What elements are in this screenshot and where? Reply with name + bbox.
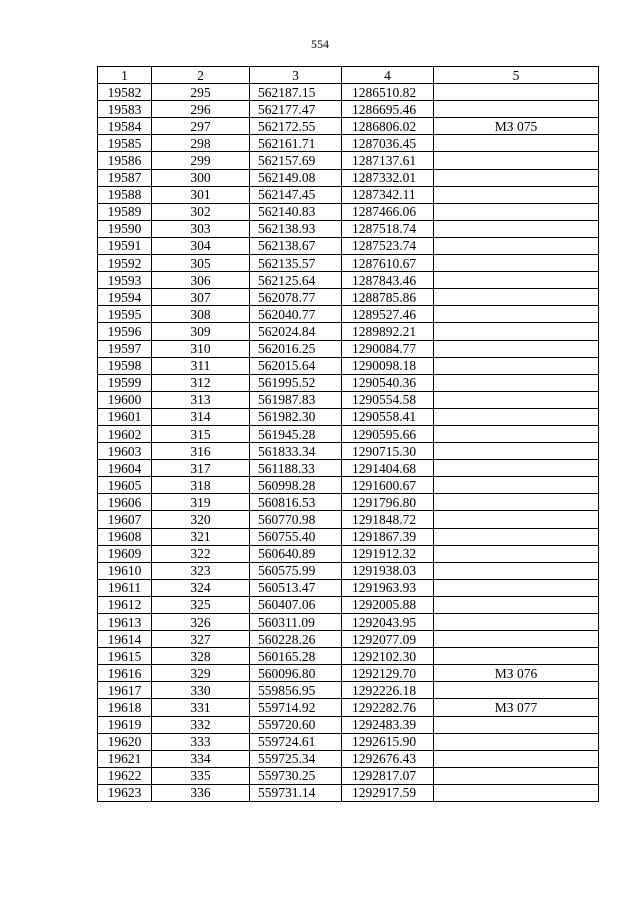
- marker-cell: [434, 323, 599, 340]
- point-number-cell: 329: [152, 665, 250, 682]
- table-row: [98, 494, 599, 511]
- row-number-cell: 19621: [98, 750, 152, 767]
- y-coordinate-cell: 1292676.43: [342, 750, 434, 767]
- y-coordinate-cell: 1292917.59: [342, 784, 434, 801]
- row-number-cell: 19614: [98, 631, 152, 648]
- row-number-cell: 19592: [98, 255, 152, 272]
- y-coordinate-cell: 1291912.32: [342, 545, 434, 562]
- table-row: [98, 323, 599, 340]
- table-row: [98, 118, 599, 135]
- x-coordinate-cell: 562016.25: [250, 340, 342, 357]
- y-coordinate-cell: 1287843.46: [342, 272, 434, 289]
- x-coordinate-cell: 562157.69: [250, 152, 342, 169]
- x-coordinate-cell: 562187.15: [250, 84, 342, 101]
- row-number-cell: 19588: [98, 186, 152, 203]
- table-row: [98, 545, 599, 562]
- point-number-cell: 323: [152, 562, 250, 579]
- row-number-cell: 19617: [98, 682, 152, 699]
- marker-cell: [434, 203, 599, 220]
- point-number-cell: 318: [152, 477, 250, 494]
- row-number-cell: 19598: [98, 357, 152, 374]
- marker-cell: [434, 340, 599, 357]
- row-number-cell: 19620: [98, 733, 152, 750]
- x-coordinate-cell: 560096.80: [250, 665, 342, 682]
- row-number-cell: 19585: [98, 135, 152, 152]
- y-coordinate-cell: 1290084.77: [342, 340, 434, 357]
- marker-cell: [434, 135, 599, 152]
- marker-cell: [434, 562, 599, 579]
- table-row: [98, 562, 599, 579]
- x-coordinate-cell: 559731.14: [250, 784, 342, 801]
- marker-cell: [434, 237, 599, 254]
- marker-cell: [434, 220, 599, 237]
- x-coordinate-cell: 562040.77: [250, 306, 342, 323]
- table-row: [98, 289, 599, 306]
- point-number-cell: 296: [152, 101, 250, 118]
- y-coordinate-cell: 1292102.30: [342, 648, 434, 665]
- y-coordinate-cell: 1291963.93: [342, 579, 434, 596]
- x-coordinate-cell: 562138.67: [250, 237, 342, 254]
- marker-cell: [434, 631, 599, 648]
- row-number-cell: 19583: [98, 101, 152, 118]
- y-coordinate-cell: 1290595.66: [342, 425, 434, 442]
- table-row: [98, 579, 599, 596]
- y-coordinate-cell: 1292005.88: [342, 596, 434, 613]
- marker-cell: [434, 682, 599, 699]
- point-number-cell: 314: [152, 408, 250, 425]
- x-coordinate-cell: 559714.92: [250, 699, 342, 716]
- header-col-5: 5: [434, 67, 599, 84]
- x-coordinate-cell: 562078.77: [250, 289, 342, 306]
- row-number-cell: 19605: [98, 477, 152, 494]
- y-coordinate-cell: 1290098.18: [342, 357, 434, 374]
- x-coordinate-cell: 559720.60: [250, 716, 342, 733]
- row-number-cell: 19613: [98, 614, 152, 631]
- y-coordinate-cell: 1287137.61: [342, 152, 434, 169]
- row-number-cell: 19596: [98, 323, 152, 340]
- header-col-3: 3: [250, 67, 342, 84]
- table-row: [98, 665, 599, 682]
- y-coordinate-cell: 1287610.67: [342, 255, 434, 272]
- point-number-cell: 304: [152, 237, 250, 254]
- row-number-cell: 19594: [98, 289, 152, 306]
- row-number-cell: 19622: [98, 767, 152, 784]
- point-number-cell: 324: [152, 579, 250, 596]
- y-coordinate-cell: 1287036.45: [342, 135, 434, 152]
- marker-cell: [434, 443, 599, 460]
- table-row: [98, 391, 599, 408]
- row-number-cell: 19593: [98, 272, 152, 289]
- table-row: [98, 682, 599, 699]
- marker-cell: [434, 648, 599, 665]
- page-number: 554: [311, 37, 329, 51]
- y-coordinate-cell: 1287518.74: [342, 220, 434, 237]
- marker-cell: [434, 101, 599, 118]
- point-number-cell: 301: [152, 186, 250, 203]
- x-coordinate-cell: 560513.47: [250, 579, 342, 596]
- y-coordinate-cell: 1287523.74: [342, 237, 434, 254]
- row-number-cell: 19616: [98, 665, 152, 682]
- row-number-cell: 19597: [98, 340, 152, 357]
- y-coordinate-cell: 1287466.06: [342, 203, 434, 220]
- point-number-cell: 305: [152, 255, 250, 272]
- x-coordinate-cell: 559730.25: [250, 767, 342, 784]
- point-number-cell: 327: [152, 631, 250, 648]
- table-row: [98, 357, 599, 374]
- table-row: [98, 460, 599, 477]
- table-row: [98, 306, 599, 323]
- coordinates-table: [97, 66, 599, 802]
- x-coordinate-cell: 561995.52: [250, 374, 342, 391]
- point-number-cell: 315: [152, 425, 250, 442]
- marker-cell: [434, 460, 599, 477]
- header-col-4: 4: [342, 67, 434, 84]
- marker-cell: [434, 614, 599, 631]
- x-coordinate-cell: 560770.98: [250, 511, 342, 528]
- x-coordinate-cell: 559725.34: [250, 750, 342, 767]
- row-number-cell: 19601: [98, 408, 152, 425]
- row-number-cell: 19600: [98, 391, 152, 408]
- point-number-cell: 316: [152, 443, 250, 460]
- x-coordinate-cell: 562149.08: [250, 169, 342, 186]
- table-row: [98, 477, 599, 494]
- row-number-cell: 19608: [98, 528, 152, 545]
- row-number-cell: 19607: [98, 511, 152, 528]
- marker-cell: [434, 289, 599, 306]
- y-coordinate-cell: 1287332.01: [342, 169, 434, 186]
- table-row: [98, 152, 599, 169]
- point-number-cell: 328: [152, 648, 250, 665]
- x-coordinate-cell: 560755.40: [250, 528, 342, 545]
- y-coordinate-cell: 1289892.21: [342, 323, 434, 340]
- marker-cell: МЗ 076: [434, 665, 599, 682]
- y-coordinate-cell: 1286510.82: [342, 84, 434, 101]
- y-coordinate-cell: 1291938.03: [342, 562, 434, 579]
- y-coordinate-cell: 1286695.46: [342, 101, 434, 118]
- table-row: [98, 169, 599, 186]
- point-number-cell: 299: [152, 152, 250, 169]
- point-number-cell: 308: [152, 306, 250, 323]
- point-number-cell: 320: [152, 511, 250, 528]
- x-coordinate-cell: 562172.55: [250, 118, 342, 135]
- y-coordinate-cell: 1292043.95: [342, 614, 434, 631]
- point-number-cell: 303: [152, 220, 250, 237]
- marker-cell: МЗ 075: [434, 118, 599, 135]
- table-row: [98, 186, 599, 203]
- table-row: [98, 135, 599, 152]
- x-coordinate-cell: 561945.28: [250, 425, 342, 442]
- table-row: [98, 220, 599, 237]
- row-number-cell: 19591: [98, 237, 152, 254]
- point-number-cell: 325: [152, 596, 250, 613]
- marker-cell: [434, 152, 599, 169]
- marker-cell: МЗ 077: [434, 699, 599, 716]
- row-number-cell: 19602: [98, 425, 152, 442]
- table-row: [98, 255, 599, 272]
- point-number-cell: 295: [152, 84, 250, 101]
- row-number-cell: 19606: [98, 494, 152, 511]
- marker-cell: [434, 784, 599, 801]
- marker-cell: [434, 494, 599, 511]
- x-coordinate-cell: 559724.61: [250, 733, 342, 750]
- point-number-cell: 310: [152, 340, 250, 357]
- point-number-cell: 330: [152, 682, 250, 699]
- y-coordinate-cell: 1292483.39: [342, 716, 434, 733]
- y-coordinate-cell: 1292129.70: [342, 665, 434, 682]
- y-coordinate-cell: 1292226.18: [342, 682, 434, 699]
- table-row: [98, 511, 599, 528]
- marker-cell: [434, 408, 599, 425]
- header-col-1: 1: [98, 67, 152, 84]
- point-number-cell: 335: [152, 767, 250, 784]
- table-row: [98, 374, 599, 391]
- point-number-cell: 326: [152, 614, 250, 631]
- y-coordinate-cell: 1292282.76: [342, 699, 434, 716]
- marker-cell: [434, 169, 599, 186]
- point-number-cell: 306: [152, 272, 250, 289]
- point-number-cell: 336: [152, 784, 250, 801]
- table-row: [98, 272, 599, 289]
- y-coordinate-cell: 1291867.39: [342, 528, 434, 545]
- row-number-cell: 19599: [98, 374, 152, 391]
- marker-cell: [434, 545, 599, 562]
- marker-cell: [434, 357, 599, 374]
- marker-cell: [434, 391, 599, 408]
- row-number-cell: 19612: [98, 596, 152, 613]
- x-coordinate-cell: 562138.93: [250, 220, 342, 237]
- x-coordinate-cell: 560816.53: [250, 494, 342, 511]
- marker-cell: [434, 511, 599, 528]
- y-coordinate-cell: 1290558.41: [342, 408, 434, 425]
- point-number-cell: 302: [152, 203, 250, 220]
- x-coordinate-cell: 560575.99: [250, 562, 342, 579]
- x-coordinate-cell: 560311.09: [250, 614, 342, 631]
- row-number-cell: 19582: [98, 84, 152, 101]
- x-coordinate-cell: 562024.84: [250, 323, 342, 340]
- y-coordinate-cell: 1291404.68: [342, 460, 434, 477]
- x-coordinate-cell: 562161.71: [250, 135, 342, 152]
- point-number-cell: 334: [152, 750, 250, 767]
- marker-cell: [434, 750, 599, 767]
- point-number-cell: 313: [152, 391, 250, 408]
- point-number-cell: 332: [152, 716, 250, 733]
- marker-cell: [434, 733, 599, 750]
- point-number-cell: 311: [152, 357, 250, 374]
- x-coordinate-cell: 559856.95: [250, 682, 342, 699]
- point-number-cell: 298: [152, 135, 250, 152]
- marker-cell: [434, 272, 599, 289]
- row-number-cell: 19595: [98, 306, 152, 323]
- x-coordinate-cell: 560407.06: [250, 596, 342, 613]
- table-row: [98, 784, 599, 801]
- marker-cell: [434, 84, 599, 101]
- y-coordinate-cell: 1286806.02: [342, 118, 434, 135]
- y-coordinate-cell: 1287342.11: [342, 186, 434, 203]
- y-coordinate-cell: 1292817.07: [342, 767, 434, 784]
- y-coordinate-cell: 1291796.80: [342, 494, 434, 511]
- table-row: [98, 425, 599, 442]
- table-row: [98, 733, 599, 750]
- y-coordinate-cell: 1288785.86: [342, 289, 434, 306]
- row-number-cell: 19586: [98, 152, 152, 169]
- table-row: [98, 443, 599, 460]
- table-row: [98, 699, 599, 716]
- marker-cell: [434, 477, 599, 494]
- marker-cell: [434, 767, 599, 784]
- row-number-cell: 19587: [98, 169, 152, 186]
- x-coordinate-cell: 562140.83: [250, 203, 342, 220]
- table-row: [98, 408, 599, 425]
- row-number-cell: 19615: [98, 648, 152, 665]
- table-row: [98, 203, 599, 220]
- row-number-cell: 19618: [98, 699, 152, 716]
- y-coordinate-cell: 1291848.72: [342, 511, 434, 528]
- x-coordinate-cell: 561987.83: [250, 391, 342, 408]
- row-number-cell: 19603: [98, 443, 152, 460]
- row-number-cell: 19611: [98, 579, 152, 596]
- y-coordinate-cell: 1291600.67: [342, 477, 434, 494]
- x-coordinate-cell: 561982.30: [250, 408, 342, 425]
- x-coordinate-cell: 562177.47: [250, 101, 342, 118]
- point-number-cell: 319: [152, 494, 250, 511]
- marker-cell: [434, 186, 599, 203]
- x-coordinate-cell: 561833.34: [250, 443, 342, 460]
- row-number-cell: 19609: [98, 545, 152, 562]
- point-number-cell: 317: [152, 460, 250, 477]
- x-coordinate-cell: 562015.64: [250, 357, 342, 374]
- y-coordinate-cell: 1292615.90: [342, 733, 434, 750]
- point-number-cell: 312: [152, 374, 250, 391]
- y-coordinate-cell: 1289527.46: [342, 306, 434, 323]
- table-row: [98, 237, 599, 254]
- point-number-cell: 297: [152, 118, 250, 135]
- x-coordinate-cell: 561188.33: [250, 460, 342, 477]
- x-coordinate-cell: 560165.28: [250, 648, 342, 665]
- marker-cell: [434, 255, 599, 272]
- table-row: [98, 631, 599, 648]
- point-number-cell: 333: [152, 733, 250, 750]
- point-number-cell: 300: [152, 169, 250, 186]
- table-row: [98, 648, 599, 665]
- table-row: [98, 528, 599, 545]
- y-coordinate-cell: 1290540.36: [342, 374, 434, 391]
- table-row: [98, 84, 599, 101]
- row-number-cell: 19610: [98, 562, 152, 579]
- x-coordinate-cell: 562147.45: [250, 186, 342, 203]
- marker-cell: [434, 579, 599, 596]
- x-coordinate-cell: 560228.26: [250, 631, 342, 648]
- table-row: [98, 614, 599, 631]
- marker-cell: [434, 425, 599, 442]
- marker-cell: [434, 374, 599, 391]
- y-coordinate-cell: 1290715.30: [342, 443, 434, 460]
- x-coordinate-cell: 562125.64: [250, 272, 342, 289]
- row-number-cell: 19604: [98, 460, 152, 477]
- point-number-cell: 322: [152, 545, 250, 562]
- table-header-row: [98, 67, 599, 84]
- point-number-cell: 321: [152, 528, 250, 545]
- marker-cell: [434, 528, 599, 545]
- x-coordinate-cell: 560640.89: [250, 545, 342, 562]
- y-coordinate-cell: 1290554.58: [342, 391, 434, 408]
- point-number-cell: 331: [152, 699, 250, 716]
- table-row: [98, 716, 599, 733]
- row-number-cell: 19589: [98, 203, 152, 220]
- x-coordinate-cell: 560998.28: [250, 477, 342, 494]
- marker-cell: [434, 306, 599, 323]
- point-number-cell: 309: [152, 323, 250, 340]
- table-row: [98, 750, 599, 767]
- marker-cell: [434, 596, 599, 613]
- marker-cell: [434, 716, 599, 733]
- table-row: [98, 101, 599, 118]
- table-row: [98, 340, 599, 357]
- y-coordinate-cell: 1292077.09: [342, 631, 434, 648]
- row-number-cell: 19590: [98, 220, 152, 237]
- header-col-2: 2: [152, 67, 250, 84]
- table-body: [98, 84, 599, 802]
- x-coordinate-cell: 562135.57: [250, 255, 342, 272]
- table-row: [98, 767, 599, 784]
- row-number-cell: 19619: [98, 716, 152, 733]
- row-number-cell: 19584: [98, 118, 152, 135]
- point-number-cell: 307: [152, 289, 250, 306]
- table-row: [98, 596, 599, 613]
- row-number-cell: 19623: [98, 784, 152, 801]
